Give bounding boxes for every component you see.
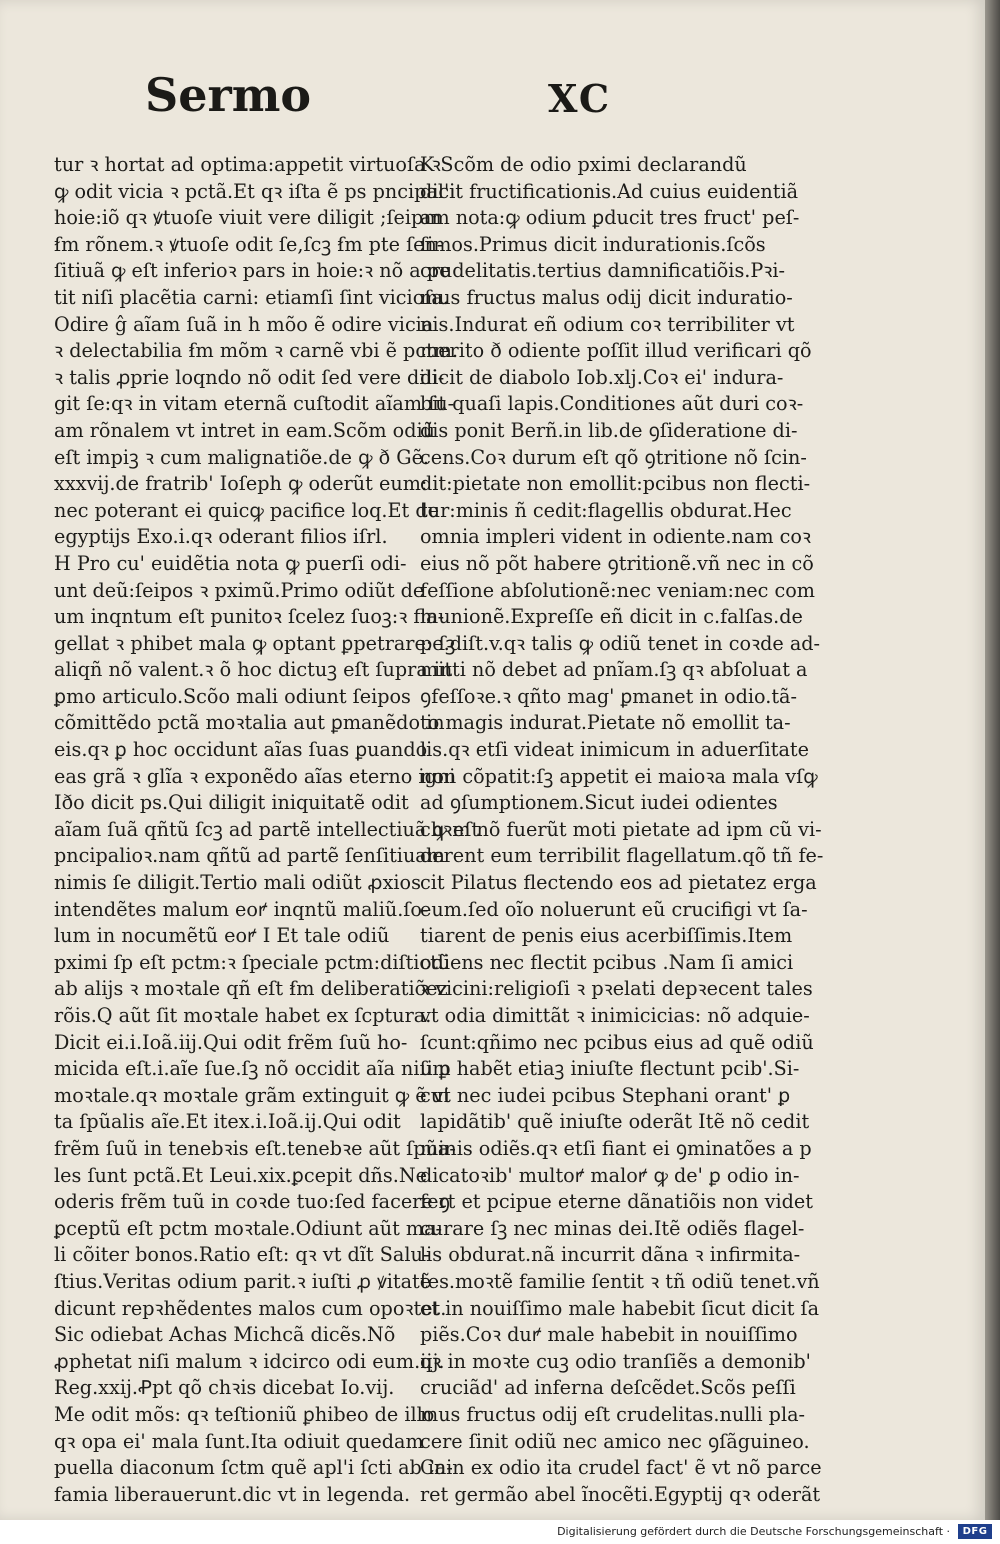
text-line: lis.qꝛ etſi videat inimicum in aduerſitate: [420, 738, 809, 762]
text-line: Odire ĝ aĩam ſuã in h mõo ẽ odire vicia: [54, 312, 434, 336]
text-line: pximi ſp eſt pctm:ꝛ ſpeciale pctm:diſtictũ: [54, 950, 451, 974]
text-line: am nota:ꝙ odium ꝑducit tres fruct' peſ-: [420, 206, 800, 230]
text-line: dicunt repꝛhẽdentes malos cum opoꝛtet.: [54, 1296, 447, 1320]
text-line: Sic odiebat Achas Michcã dicẽs.Nõ: [54, 1323, 396, 1347]
footer-credit: Digitalisierung gefördert durch die Deutsche Forschungsgemeinschaft ·: [557, 1525, 950, 1538]
text-line: chꝛm nõ fuerũt moti pietate ad ipm cũ vi-: [420, 817, 822, 841]
right-text-column: [420, 152, 824, 1508]
text-line: cens.Coꝛ durum eſt qõ ꝯtritione nõ ſcin-: [420, 445, 807, 469]
text-line: tiarent de penis eius acerbiſſimis.Item: [420, 924, 793, 948]
text-line: odiens nec flectit pcibus .Nam ſi amici: [420, 950, 794, 974]
text-line: Me odit mõs: qꝛ teſtioniũ ꝑhibeo de illo: [54, 1402, 435, 1426]
text-line: hoie:iõ qꝛ ꝟtuoſe viuit vere diligit ;ſeipm: [54, 206, 442, 230]
text-line: derent eum terribilit flagellatum.qõ tñ fe-: [420, 844, 824, 868]
text-line: ab alijs ꝛ moꝛtale qñ eſt ẜm deliberatiõez: [54, 977, 448, 1001]
text-line: pncipalioꝛ.nam qñtũ ad partẽ ſenſitiuam: [54, 844, 445, 868]
dfg-logo: DFG: [958, 1524, 992, 1539]
text-line: ta ſpũalis aĩe.Et itex.i.Ioã.ij.Qui odit: [54, 1110, 401, 1134]
text-line: um habẽt etiaꝫ iniuſte flectunt pcib'.Si-: [420, 1057, 800, 1081]
text-line: egyptijs Exo.i.qꝛ oderant filios iſrl.: [54, 525, 388, 549]
text-line: li cõiter bonos.Ratio eſt: qꝛ vt dĩt Salu-: [54, 1243, 430, 1267]
text-line: lis obdurat.nã incurrit dãna ꝛ infirmita-: [420, 1243, 801, 1267]
text-line: cruciãd' ad inferna deſcẽdet.Scõs peſſi: [420, 1376, 796, 1400]
text-line: non cõpatit:ſꝫ appetit ei maioꝛa mala vſꝙ: [420, 764, 818, 788]
text-line: git ſe:qꝛ in vitam eternã cuſtodit aĩam ſu-: [54, 392, 455, 416]
text-line: tit niſi placẽtia carni: etiamſi ſint vicioſa.: [54, 285, 449, 309]
left-text-column: [54, 152, 480, 1508]
text-line: lapidãtib' quẽ iniuſte oderãt Itẽ nõ cedit: [420, 1110, 810, 1134]
text-line: les ſunt pctã.Et Leui.xix.ꝑcepit dñs.Ne: [54, 1163, 427, 1187]
text-line: dit:pietate non emollit:pcibus non flecti-: [420, 472, 811, 496]
text-line: Reg.xxij.Ꝓpt qõ chꝛis dicebat Io.vij.: [54, 1376, 395, 1400]
text-line: unt deũ:ſeipos ꝛ pximũ.Primo odiũt de: [54, 578, 425, 602]
text-line: eius nõ põt habere ꝯtritionẽ.vñ nec in cõ: [420, 551, 814, 575]
text-line: ad ꝯſumptionem.Sicut iudei odientes: [420, 791, 778, 815]
text-line: mus fructus malus odij dicit induratio-: [420, 285, 793, 309]
text-line: um inqntum eſt punitoꝛ ſcelez ſuoꝫ:ꝛ fla-: [54, 605, 445, 629]
text-line: ꝙ odit vicia ꝛ pctã.Et qꝛ iſta ẽ ps pncipal'i: [54, 179, 456, 203]
text-line: curare ſꝫ nec minas dei.Itẽ odiẽs flagel-: [420, 1216, 805, 1240]
text-line: dis ponit Berñ.in lib.de ꝯſideratione di-: [420, 418, 798, 442]
text-line: rõis.Q aũt ſit moꝛtale habet ex ſcptura.: [54, 1004, 432, 1027]
text-line: mitti nõ debet ad pnĩam.ſꝫ qꝛ abſoluat a: [420, 658, 808, 682]
text-line: ꝛ delectabilia ẜm mõm ꝛ carnẽ vbi ẽ pctm.: [54, 339, 459, 363]
text-line: Cain ex odio ita crudel fact' ẽ vt nõ parce: [420, 1456, 822, 1480]
text-line: ſcunt:qñimo nec pcibus eius ad quẽ odiũ: [420, 1030, 814, 1054]
text-line: aĩam ſuã qñtũ ſcꝫ ad partẽ intellectiuã ꝙ eſt: [54, 817, 480, 841]
text-line: tur ꝛ hortat ad optima:appetit virtuoſa ꝛ: [54, 153, 441, 176]
digitization-footer: [0, 1520, 1000, 1544]
text-line: tes.moꝛtẽ familie ſentit ꝛ tñ odiũ tenet.vñ: [420, 1269, 820, 1293]
folio-number: XC: [548, 76, 612, 121]
text-line: xxxvij.de fratrib' Ioſeph ꝙ oderũt eum:: [54, 472, 428, 496]
text-line: Iðo dicit ps.Qui diligit iniquitatẽ odit: [54, 791, 409, 815]
text-line: am rõnalem vt intret in eam.Scõm odiũ: [54, 418, 435, 442]
text-line: nis.Indurat eñ odium coꝛ terribiliter vt: [420, 312, 795, 336]
text-line: piẽs.Coꝛ duꝵ male habebit in nouiſſimo: [420, 1323, 798, 1347]
text-line: moꝛtale.qꝛ moꝛtale grãm extinguit ꝙ ẽ vi: [54, 1083, 450, 1107]
text-line: ꝑmo articulo.Scõo mali odiunt ſeipos: [54, 684, 411, 708]
text-line: eum.ſed oĩo noluerunt eũ crucifigi vt ſa-: [420, 897, 808, 921]
text-line: minis odiẽs.qꝛ etſi fiant ei ꝯminatões a p: [420, 1136, 812, 1160]
text-line: ꝓphetat niſi malum ꝛ idcirco odi eum.iij.: [54, 1349, 445, 1373]
text-line: aliqñ nõ valent.ꝛ õ hoc dictuꝫ eſt ſupra in: [54, 658, 453, 682]
text-line: nimis ſe diligit.Tertio mali odiũt ꝓxios: [54, 871, 421, 895]
text-line: fert et pcipue eterne dãnatiõis non videt: [420, 1190, 813, 1214]
text-line: ſitiuã ꝙ eſt inferioꝛ pars in hoie:ꝛ nõ a pe: [54, 259, 451, 283]
text-line: ꝑceptũ eſt pctm moꝛtale.Odiunt aũt ma-: [54, 1216, 443, 1240]
text-line: gellat ꝛ phibet mala ꝙ optant ꝑpetrare: ſꝫ: [54, 631, 456, 655]
text-line: H Pro cu' euidẽtia nota ꝙ puerſi odi-: [54, 551, 407, 575]
text-line: ꝯfeſſoꝛe.ꝛ qñto mag' ꝑmanet in odio.tã-: [420, 684, 797, 708]
text-line: cit Pilatus flectendo eos ad pietatez erga: [420, 871, 817, 895]
page-edge: [985, 0, 1000, 1520]
text-line: cere ſinit odiũ nec amico nec ꝯſãguineo.: [420, 1429, 810, 1453]
text-line: eis.qꝛ ꝑ hoc occidunt aĩas ſuas ꝑuando: [54, 738, 428, 762]
text-line: tur:minis ñ cedit:flagellis obdurat.Hec: [420, 498, 792, 522]
text-line: famia liberauerunt.dic vt in legenda.: [54, 1482, 411, 1506]
text-line: K Scõm de odio pximi declarandũ: [420, 153, 747, 176]
text-line: feſſione abſolutionẽ:nec veniam:nec com: [420, 578, 816, 602]
text-line: ẜm rõnem.ꝛ ꝟtuoſe odit ſe,ſcꝫ ẜm pte ſen-: [54, 232, 444, 256]
text-line: eſt impiꝫ ꝛ cum malignatiõe.de ꝙ ð Gẽ.: [54, 445, 430, 469]
text-line: qꝛ opa ei' mala ſunt.Ita odiuit quedam: [54, 1429, 424, 1453]
text-line: mus fructus odij eſt crudelitas.nulli pla-: [420, 1402, 806, 1426]
text-line: cõmittẽdo pctã moꝛtalia aut ꝑmanẽdo in: [54, 711, 445, 735]
text-line: ret germão abel ĩnocẽti.Egyptij qꝛ oderãt: [420, 1482, 821, 1506]
text-line: nec poterant ei quicꝙ pacifice loq.Et de: [54, 498, 439, 522]
text-line: ꝛ talis ꝓprie loqndo nõ odit ſed vere dili-: [54, 365, 445, 389]
text-line: micida eſt.i.aĩe ſue.ſꝫ nõ occidit aĩa niſi ꝑ: [54, 1057, 451, 1081]
text-line: ſtius.Veritas odium parit.ꝛ iuſti ꝓ ꝟitatẽ: [54, 1269, 432, 1293]
text-line: dicatoꝛib' multoꝵ maloꝵ ꝙ de' ꝑ odio in-: [420, 1163, 800, 1187]
text-line: cut nec iudei pcibus Stephani orant' ꝑ: [420, 1083, 791, 1107]
text-line: vt odia dimittãt ꝛ inimicicias: nõ adquie-: [420, 1004, 810, 1027]
text-line: ꝛ vicini:religioſi ꝛ pꝛelati depꝛecent tales: [420, 977, 813, 1001]
text-line: lum in nocumẽtũ eoꝵ I Et tale odiũ: [54, 924, 390, 948]
text-line: dicit de diabolo Iob.xlj.Coꝛ ei' indura-: [420, 365, 784, 389]
text-line: frẽm ſuũ in tenebꝛis eſt.tenebꝛe aũt ſpũa-: [54, 1136, 456, 1160]
text-line: crudelitatis.tertius damnificatiõis.Pꝛi-: [420, 259, 786, 283]
text-line: qꝛ in moꝛte cuꝫ odio tranſiẽs a demonib': [420, 1349, 811, 1373]
text-line: ſimos.Primus dicit indurationis.ſcõs: [420, 232, 766, 256]
text-line: eas grã ꝛ glĩa ꝛ exponẽdo aĩas eterno igni: [54, 764, 456, 788]
text-line: omnia impleri vident in odiente.nam coꝛ: [420, 525, 811, 549]
text-line: Dicit ei.i.Ioã.iij.Qui odit frẽm ſuũ ho-: [54, 1030, 408, 1054]
text-line: intendẽtes malum eoꝵ inqntũ maliũ.ſo-: [54, 897, 429, 921]
text-line: et in nouiſſimo male habebit ſicut dicit ſa: [420, 1296, 820, 1320]
text-line: puella diaconum ſctm quẽ apl'i ſcti ab in-: [54, 1456, 453, 1480]
running-head: Sermo: [145, 68, 312, 122]
text-line: pe.diſt.v.qꝛ talis ꝙ odiũ tenet in coꝛde ad-: [420, 631, 821, 655]
text-line: to magis indurat.Pietate nõ emollit ta-: [420, 711, 791, 735]
text-line: oderis frẽm tuũ in coꝛde tuo:ſed facere ꝯ: [54, 1190, 451, 1214]
text-line: dicit fructificationis.Ad cuius euidentiã: [420, 179, 799, 203]
text-line: bit quaſi lapis.Conditiones aũt duri coꝛ-: [420, 392, 804, 416]
text-line: merito ð odiente poſſit illud verificari qõ: [420, 339, 812, 363]
text-line: munionẽ.Expreſſe eñ dicit in c.falſas.de: [420, 605, 803, 629]
